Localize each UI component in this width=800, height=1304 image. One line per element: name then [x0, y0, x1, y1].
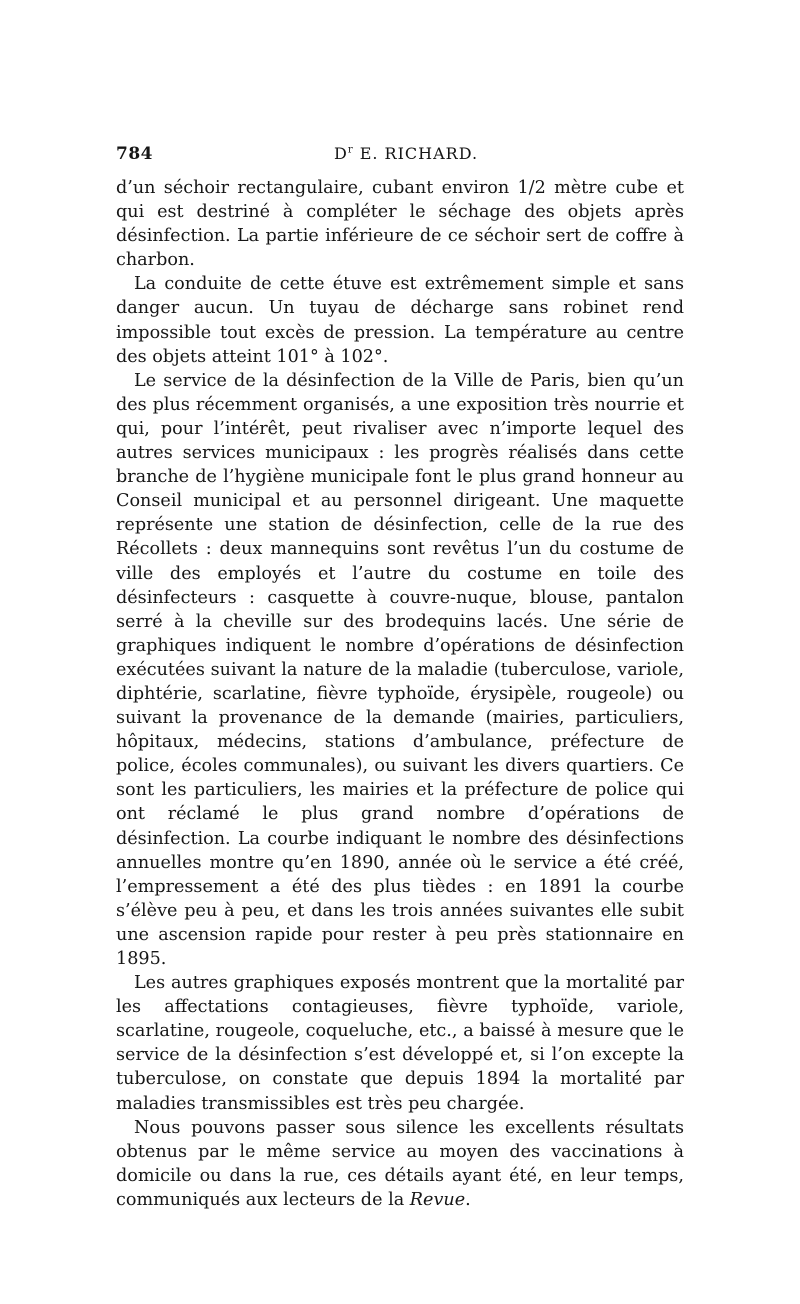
author-name [334, 144, 478, 163]
paragraph-2: La conduite de cette étuve est extrêmement simple et sans danger aucun. Un tuyau de décharge sans robinet rend impossible tout excès de pression. La température au centre des objets atteint 101° à 102°. [116, 274, 684, 367]
running-head [116, 144, 684, 174]
paragraph-4: Les autres graphiques exposés montrent que la mortalité par les affectations contagieuses, fièvre typhoïde, variole, scarlatine, rougeole, coqueluche, etc., a baissé à mesure que le service de la désinfection s’est développé et, si l’on excepte la tuberculose, on constate que depuis 1894 la mortalité par maladies transmissibles est très peu chargée. [116, 973, 684, 1114]
author-prefix: D [334, 144, 348, 163]
paragraph-1: d’un séchoir rectangulaire, cubant environ 1/2 mètre cube et qui est destriné à compléter le séchage des objets après désinfection. La partie inférieure de ce séchoir sert de coffre à charbon. [116, 178, 684, 271]
paragraph-3: Le service de la désinfection de la Ville de Paris, bien qu’un des plus récemment organisés, a une exposition très nourrie et qui, pour l’intérêt, peut rivaliser avec n’importe lequel des autres services municipaux : les progrès réalisés dans cette branche de l’hygiène municipale font le plus grand honneur au Conseil municipal et au personnel dirigeant. Une maquette représente une station de désinfection, celle de la rue des Récollets : deux mannequins sont revêtus l’un du costume de ville des employés et l’autre du costume en toile des désinfecteurs : casquette à couvre-nuque, blouse, pantalon serré à la cheville sur des brodequins lacés. Une série de graphiques indiquent le nombre d’opérations de désinfection exécutées suivant la nature de la maladie (tuberculose, variole, diphtérie, scarlatine, fièvre typhoïde, érysipèle, rougeole) ou suivant la provenance de la demande (mairies, particuliers, hôpitaux, médecins, stations d’ambulance, préfecture de police, écoles communales), ou suivant les divers quartiers. Ce sont les particuliers, les mairies et la préfecture de police qui ont réclamé le plus grand nombre d’opérations de désinfection. La courbe indiquant le nombre des désinfections annuelles montre qu’en 1890, année où le service a été créé, l’empressement a été des plus tièdes : en 1891 la courbe s’élève peu à peu, et dans les trois années suivantes elle subit une ascension rapide pour rester à peu près stationnaire en 1895. [116, 370, 684, 969]
paragraph-5-end: . [465, 1189, 471, 1210]
journal-title: Revue [409, 1189, 466, 1210]
author-title-sup: r [347, 144, 354, 156]
paragraph-5 [116, 1116, 684, 1212]
page-number: 784 [116, 144, 153, 164]
author-surname: E. RICHARD. [353, 144, 479, 163]
body-text [116, 176, 684, 1212]
paragraph-5-text: Nous pouvons passer sous silence les excellents résultats obtenus par le même service au moyen des vaccinations à domicile ou dans la rue, ces détails ayant été, en leur temps, communiqués aux lecteurs de la [116, 1117, 684, 1210]
